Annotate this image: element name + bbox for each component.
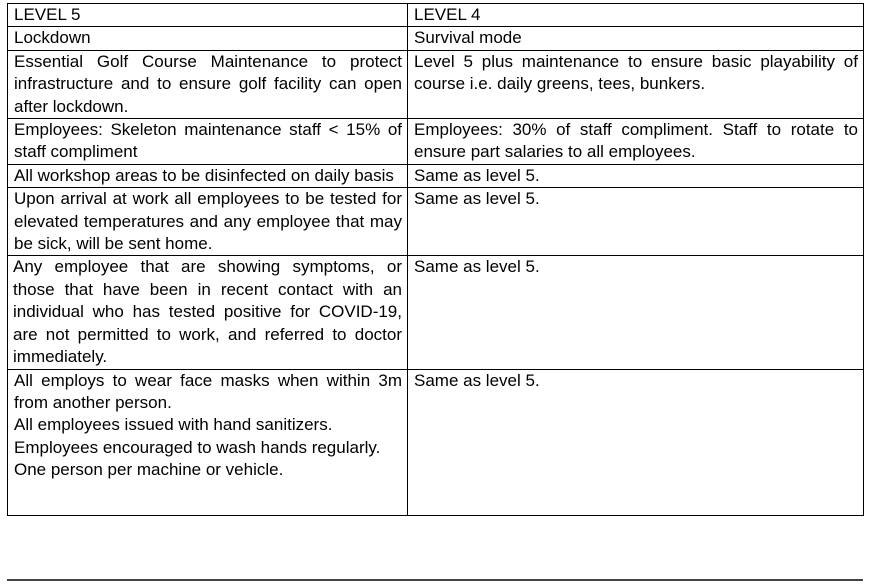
table-row	[8, 50, 864, 118]
cell-level5: Any employee that are showing symptoms, or those that have been in recent contact with an individual who has tested positive for COVID-19, are not permitted to work, and referred to doctor immediately.	[8, 256, 408, 369]
page-bottom-rule	[7, 579, 863, 581]
table-row	[8, 188, 864, 256]
table-row	[8, 369, 864, 515]
cell-level4: Same as level 5.	[408, 369, 864, 515]
header-row-levels	[8, 4, 864, 27]
cell-level4: Same as level 5.	[408, 256, 864, 369]
cell-level5-list	[8, 369, 408, 515]
list-item: All employs to wear face masks when within 3m from another person.	[14, 370, 402, 412]
table-row	[8, 164, 864, 187]
mode-level5: Lockdown	[8, 27, 408, 50]
cell-level4: Employees: 30% of staff compliment. Staff to rotate to ensure part salaries to all employees.	[408, 119, 864, 165]
mode-level4: Survival mode	[408, 27, 864, 50]
cell-level5: Upon arrival at work all employees to be tested for elevated temperatures and any employee that may be sick, will be sent home.	[8, 188, 408, 256]
table-row	[8, 256, 864, 369]
document-page	[7, 3, 863, 516]
cell-level4: Same as level 5.	[408, 188, 864, 256]
covid-level-table	[7, 3, 864, 516]
cell-level5: All workshop areas to be disinfected on daily basis	[8, 164, 408, 187]
cell-level5: Employees: Skeleton maintenance staff < 15% of staff compliment	[8, 119, 408, 165]
list-item: One person per machine or vehicle.	[14, 460, 284, 480]
cell-level4: Level 5 plus maintenance to ensure basic playability of course i.e. daily greens, tees, bunkers.	[408, 50, 864, 118]
table-row	[8, 119, 864, 165]
header-row-modes	[8, 27, 864, 50]
cell-level5: Essential Golf Course Maintenance to protect infrastructure and to ensure golf facility can open after lockdown.	[8, 50, 408, 118]
list-item: Employees encouraged to wash hands regularly.	[14, 437, 381, 457]
header-level4: LEVEL 4	[408, 4, 864, 27]
list-item: All employees issued with hand sanitizers.	[14, 415, 333, 435]
header-level5: LEVEL 5	[8, 4, 408, 27]
cell-level4: Same as level 5.	[408, 164, 864, 187]
